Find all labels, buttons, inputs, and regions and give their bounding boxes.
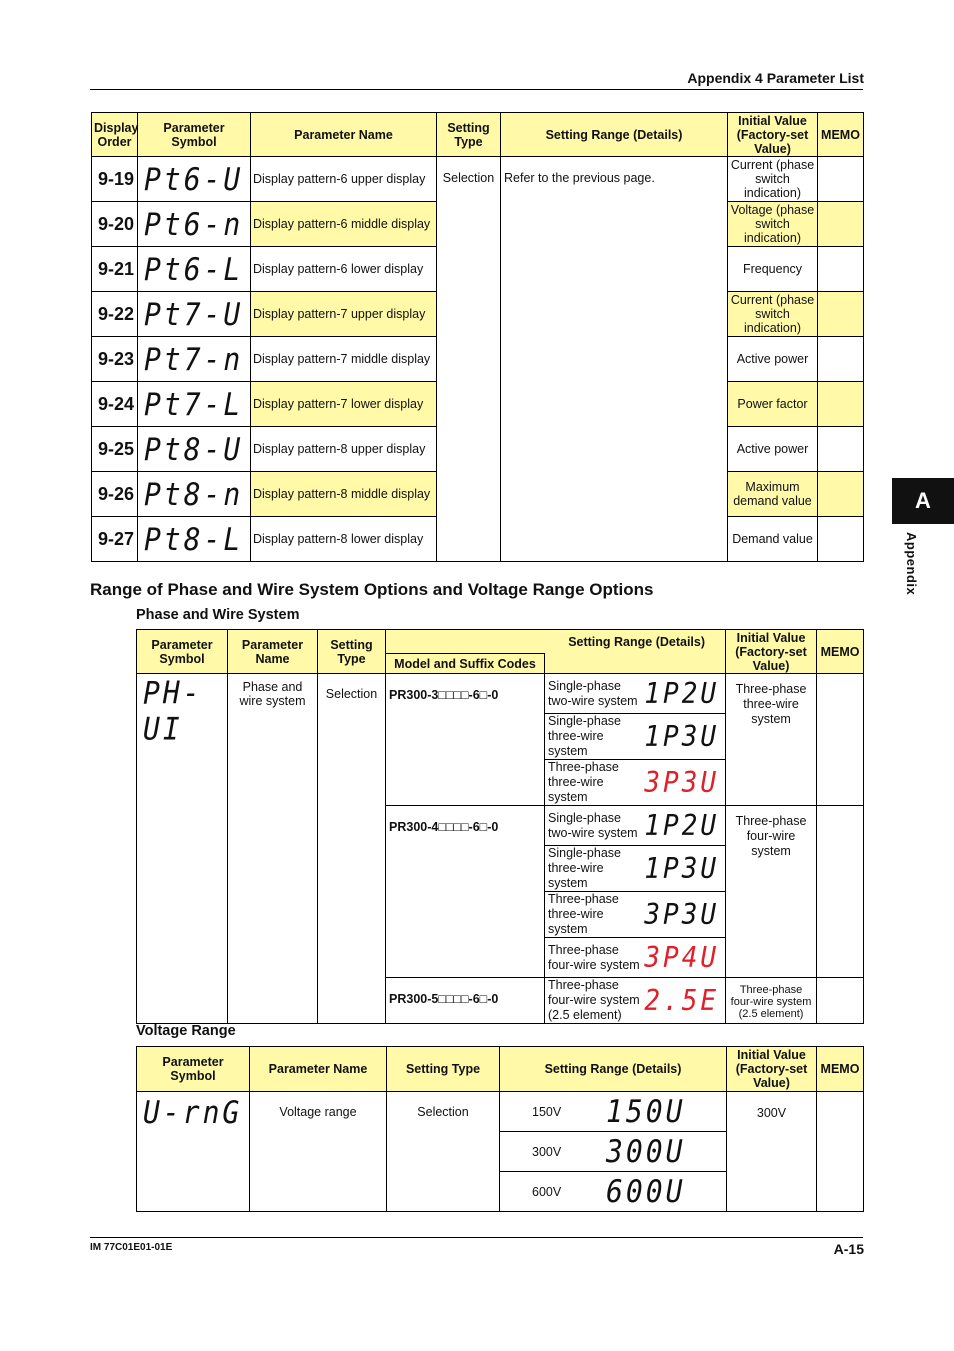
parameter-symbol-cell — [138, 202, 251, 247]
phase-option — [545, 806, 726, 846]
parameter-name: Display pattern-6 middle display — [251, 202, 437, 247]
phase-option-content — [548, 714, 719, 759]
phase-setting-type: Selection — [318, 674, 386, 1024]
display-order: 9-24 — [92, 382, 138, 427]
phase-col-type: Setting Type — [318, 630, 386, 674]
voltage-option-content — [532, 1135, 724, 1168]
voltage-option — [500, 1172, 727, 1212]
parameter-symbol-cell — [138, 157, 251, 202]
phase-option-segment: 3P3U — [644, 898, 720, 931]
page-header-title: Appendix 4 Parameter List — [687, 70, 864, 86]
phase-col-initial: Initial Value (Factory-set Value) — [726, 630, 817, 674]
phase-option-segment: 3P3U — [644, 766, 720, 799]
phase-option-segment: 1P3U — [644, 720, 720, 753]
display-order: 9-22 — [92, 292, 138, 337]
table-row — [137, 674, 864, 714]
parameter-symbol-cell — [138, 382, 251, 427]
voltage-option-label: 600V — [532, 1184, 562, 1199]
setting-type: Selection — [437, 157, 501, 562]
col-setting-range: Setting Range (Details) — [501, 113, 728, 157]
section-title: Range of Phase and Wire System Options and Voltage Range Options — [90, 580, 654, 599]
phase-option-content — [548, 846, 719, 891]
document-id: IM 77C01E01-01E — [90, 1242, 173, 1253]
memo-cell — [818, 202, 864, 247]
voltage-col-name: Parameter Name — [250, 1047, 387, 1092]
phase-option-label: Single-phase two-wire system — [548, 810, 638, 840]
phase-option-label: Three-phase four-wire system — [548, 942, 640, 972]
footer-rule — [90, 1237, 863, 1238]
phase-col-model: Model and Suffix Codes — [386, 654, 545, 674]
initial-value: Current (phase switch indication) — [728, 292, 818, 337]
display-order: 9-21 — [92, 247, 138, 292]
voltage-col-initial: Initial Value (Factory-set Value) — [727, 1047, 817, 1092]
phase-option-label: Three-phase three-wire system — [548, 892, 619, 936]
phase-symbol-cell — [137, 674, 228, 1024]
parameter-symbol-cell — [138, 517, 251, 562]
phase-option — [545, 714, 726, 760]
initial-value: Voltage (phase switch indication) — [728, 202, 818, 247]
display-order: 9-25 — [92, 427, 138, 472]
memo-cell — [818, 292, 864, 337]
col-initial-value: Initial Value (Factory-set Value) — [728, 113, 818, 157]
memo-cell — [817, 806, 864, 978]
phase-option-segment: 1P2U — [644, 809, 720, 842]
voltage-option — [500, 1132, 727, 1172]
phase-option-label: Single-phase three-wire system — [548, 714, 621, 758]
phase-col-memo: MEMO — [817, 630, 864, 674]
parameter-table — [91, 112, 864, 562]
memo-cell — [818, 337, 864, 382]
voltage-col-memo: MEMO — [817, 1047, 864, 1092]
parameter-name: Display pattern-7 lower display — [251, 382, 437, 427]
segment-symbol: Pt8-L — [144, 520, 244, 558]
initial-value: Active power — [728, 427, 818, 472]
memo-cell — [818, 427, 864, 472]
memo-cell — [817, 978, 864, 1024]
phase-option-label: Single-phase three-wire system — [548, 846, 621, 890]
segment-symbol: Pt7-U — [144, 295, 244, 333]
initial-value: Power factor — [728, 382, 818, 427]
phase-option-content — [548, 943, 719, 973]
phase-option — [545, 760, 726, 806]
phase-option-content — [548, 811, 719, 841]
phase-subtitle: Phase and Wire System — [136, 607, 300, 623]
table-row — [92, 157, 864, 202]
voltage-option-segment: 600U — [606, 1173, 686, 1210]
phase-option-label: Three-phase three-wire system — [548, 760, 619, 804]
segment-symbol: U-rnG — [143, 1094, 243, 1131]
voltage-option-label: 300V — [532, 1144, 562, 1159]
initial-value: Current (phase switch indication) — [728, 157, 818, 202]
voltage-option-segment: 300U — [606, 1133, 686, 1170]
segment-symbol: Pt6-L — [144, 250, 244, 288]
phase-option — [545, 674, 726, 714]
phase-option — [545, 892, 726, 938]
parameter-name: Display pattern-8 lower display — [251, 517, 437, 562]
phase-initial-value: Three-phase three-wire system — [726, 674, 817, 806]
phase-col-range: Setting Range (Details) — [386, 630, 726, 654]
parameter-symbol-cell — [138, 247, 251, 292]
voltage-name: Voltage range — [250, 1092, 387, 1212]
phase-wire-table — [136, 629, 864, 1024]
phase-option-content — [548, 892, 719, 937]
voltage-col-symbol: Parameter Symbol — [137, 1047, 250, 1092]
parameter-name: Display pattern-8 middle display — [251, 472, 437, 517]
voltage-option-content — [532, 1095, 724, 1128]
page-number: A-15 — [833, 1241, 864, 1257]
phase-option-label: Single-phase two-wire system — [548, 678, 638, 708]
initial-value: Active power — [728, 337, 818, 382]
phase-option — [545, 938, 726, 978]
phase-initial-value: Three-phase four-wire system — [726, 806, 817, 978]
memo-cell — [817, 674, 864, 806]
phase-option-segment: 1P3U — [644, 852, 720, 885]
appendix-tab-label: Appendix — [904, 532, 919, 596]
display-order: 9-23 — [92, 337, 138, 382]
phase-option-segment: 2.5E — [644, 984, 720, 1017]
voltage-initial-value: 300V — [727, 1092, 817, 1212]
phase-col-symbol: Parameter Symbol — [137, 630, 228, 674]
display-order: 9-27 — [92, 517, 138, 562]
memo-cell — [817, 1092, 864, 1212]
voltage-range-table — [136, 1046, 864, 1212]
setting-range: Refer to the previous page. — [501, 157, 728, 562]
segment-symbol: Pt7-L — [144, 385, 244, 423]
parameter-name: Display pattern-7 middle display — [251, 337, 437, 382]
voltage-subtitle: Voltage Range — [136, 1023, 236, 1039]
parameter-name: Display pattern-6 upper display — [251, 157, 437, 202]
display-order: 9-26 — [92, 472, 138, 517]
memo-cell — [818, 157, 864, 202]
col-memo: MEMO — [818, 113, 864, 157]
segment-symbol: Pt6-n — [144, 205, 244, 243]
phase-option-content — [548, 760, 719, 805]
parameter-symbol-cell — [138, 337, 251, 382]
model-suffix-code: PR300-5□□□□-6□-0 — [386, 978, 545, 1024]
voltage-option — [500, 1092, 727, 1132]
display-order: 9-19 — [92, 157, 138, 202]
phase-option — [545, 978, 726, 1024]
col-setting-type: Setting Type — [437, 113, 501, 157]
initial-value: Demand value — [728, 517, 818, 562]
voltage-col-type: Setting Type — [387, 1047, 500, 1092]
initial-value: Maximum demand value — [728, 472, 818, 517]
phase-option-label: Three-phase four-wire system (2.5 element) — [548, 978, 640, 1022]
parameter-symbol-cell — [138, 427, 251, 472]
appendix-tab: A — [892, 478, 954, 524]
phase-initial-value: Three-phase four-wire system (2.5 element) — [726, 978, 817, 1024]
parameter-symbol-cell — [138, 292, 251, 337]
phase-col-name: Parameter Name — [228, 630, 318, 674]
header-rule — [90, 89, 863, 90]
display-order: 9-20 — [92, 202, 138, 247]
voltage-option-label: 150V — [532, 1104, 562, 1119]
phase-option-segment: 3P4U — [644, 941, 720, 974]
col-display-order: Display Order — [92, 113, 138, 157]
phase-option-content — [548, 679, 719, 709]
phase-name: Phase and wire system — [228, 674, 318, 1024]
voltage-option-content — [532, 1175, 724, 1208]
initial-value: Frequency — [728, 247, 818, 292]
segment-symbol: PH-UI — [143, 674, 203, 748]
table-row — [137, 1092, 864, 1132]
parameter-name: Display pattern-8 upper display — [251, 427, 437, 472]
phase-option-segment: 1P2U — [644, 677, 720, 710]
segment-symbol: Pt6-U — [144, 160, 244, 198]
parameter-name: Display pattern-6 lower display — [251, 247, 437, 292]
segment-symbol: Pt8-U — [144, 430, 244, 468]
voltage-symbol-cell — [137, 1092, 250, 1212]
segment-symbol: Pt7-n — [144, 340, 244, 378]
memo-cell — [818, 472, 864, 517]
voltage-option-segment: 150U — [606, 1093, 686, 1130]
phase-option — [545, 846, 726, 892]
parameter-name: Display pattern-7 upper display — [251, 292, 437, 337]
voltage-col-range: Setting Range (Details) — [500, 1047, 727, 1092]
segment-symbol: Pt8-n — [144, 475, 244, 513]
col-parameter-symbol: Parameter Symbol — [138, 113, 251, 157]
col-parameter-name: Parameter Name — [251, 113, 437, 157]
model-suffix-code: PR300-4□□□□-6□-0 — [386, 806, 545, 978]
memo-cell — [818, 382, 864, 427]
memo-cell — [818, 517, 864, 562]
phase-option-content — [548, 978, 719, 1023]
model-suffix-code: PR300-3□□□□-6□-0 — [386, 674, 545, 806]
parameter-symbol-cell — [138, 472, 251, 517]
memo-cell — [818, 247, 864, 292]
voltage-setting-type: Selection — [387, 1092, 500, 1212]
